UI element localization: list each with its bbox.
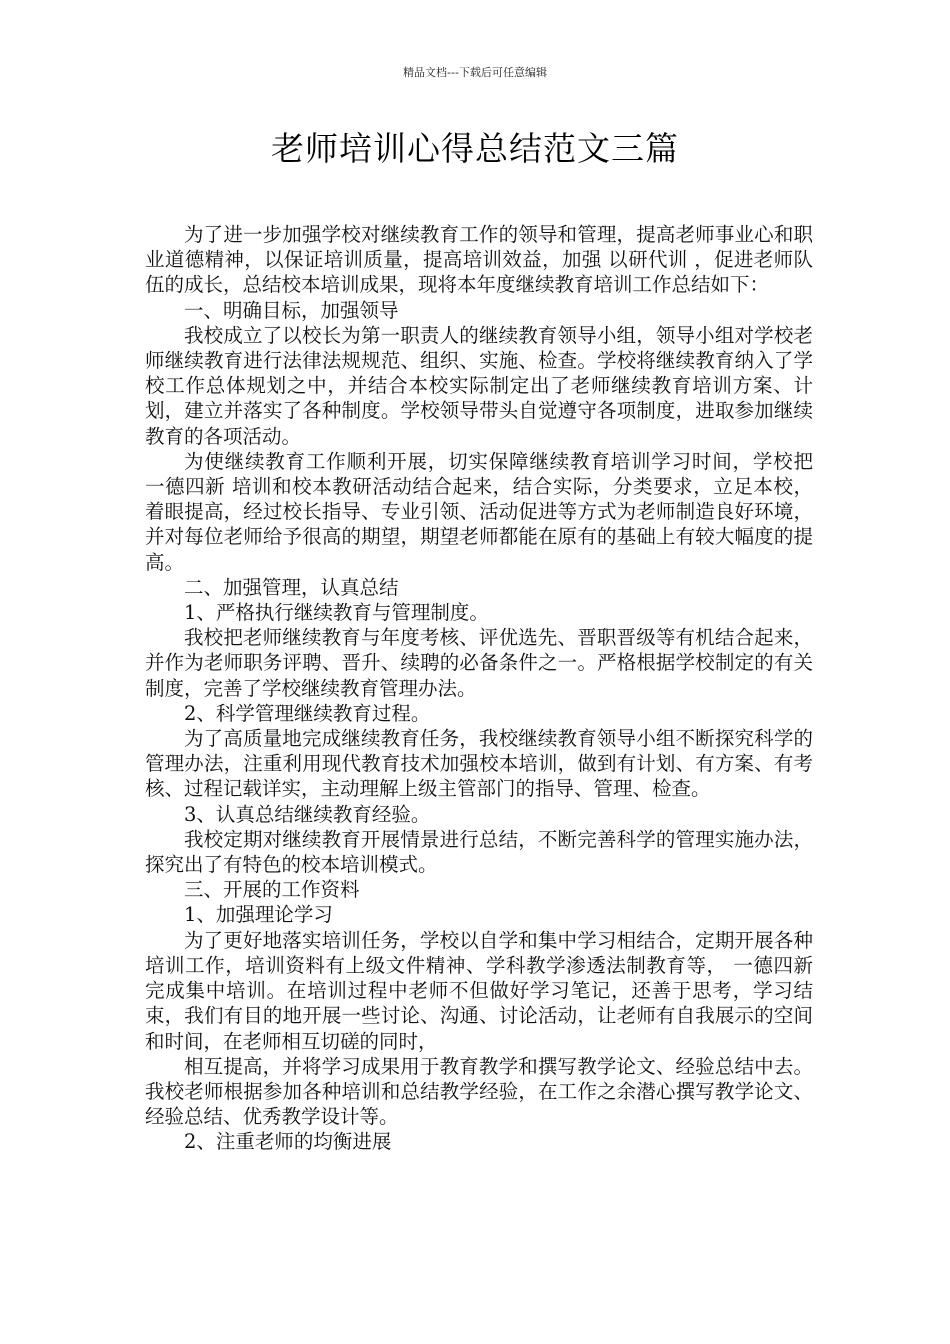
paragraph: 为使继续教育工作顺利开展，切实保障继续教育培训学习时间，学校把 一德四新 培训和校本教研活动结合起来，结合实际，分类要求，立足本校，着眼提高，经过校长指导、专业引领、活动促进等方式为老师制造良好环境，并对每位老师给予很高的期望，期望老师都能在原有的基础上有较大幅度的提高。 <box>145 449 813 574</box>
paragraph-intro: 为了进一步加强学校对继续教育工作的领导和管理，提高老师事业心和职业道德精神，以保证培训质量，提高培训效益，加强 以研代训 ，促进老师队伍的成长，总结校本培训成果，现将本年度继续教育培训工作总结如下： <box>145 223 813 297</box>
paragraph: 为了高质量地完成继续教育任务，我校继续教育领导小组不断探究科学的管理办法，注重利用现代教育技术加强校本培训，做到有计划、有方案、有考核、过程记载详实，主动理解上级主管部门的指导、管理、检查。 <box>145 727 813 801</box>
subsection-heading: 2、科学管理继续教育过程。 <box>184 701 431 725</box>
paragraph: 我校定期对继续教育开展情景进行总结，不断完善科学的管理实施办法，探究出了有特色的校本培训模式。 <box>145 827 813 877</box>
paragraph: 相互提高，并将学习成果用于教育教学和撰写教学论文、经验总结中去。我校老师根据参加各种培训和总结教学经验，在工作之余潜心撰写教学论文、经验总结、优秀教学设计等。 <box>145 1054 813 1129</box>
section-heading-3: 三、开展的工作资料 <box>184 878 360 902</box>
subsection-heading: 3、认真总结继续教育经验。 <box>184 802 431 826</box>
document-title: 老师培训心得总结范文三篇 <box>271 129 679 168</box>
document-body <box>145 222 813 1155</box>
subsection-heading: 2、注重老师的均衡进展 <box>184 1130 392 1154</box>
subsection-heading: 1、加强理论学习 <box>184 903 333 927</box>
section-heading-2: 二、加强管理，认真总结 <box>184 575 399 599</box>
paragraph: 我校把老师继续教育与年度考核、评优选先、晋职晋级等有机结合起来，并作为老师职务评聘、晋升、续聘的必备条件之一。严格根据学校制定的有关制度，完善了学校继续教育管理办法。 <box>145 626 813 700</box>
header-note: 精品文档---下载后可任意编辑 <box>403 66 547 79</box>
subsection-heading: 1、严格执行继续教育与管理制度。 <box>184 601 489 625</box>
section-heading-1: 一、明确目标，加强领导 <box>184 298 399 322</box>
paragraph: 我校成立了以校长为第一职责人的继续教育领导小组，领导小组对学校老师继续教育进行法律法规规范、组织、实施、检查。学校将继续教育纳入了学校工作总体规划之中，并结合本校实际制定出了老师继续教育培训方案、计划，建立并落实了各种制度。学校领导带头自觉遵守各项制度，进取参加继续教育的各项活动。 <box>145 323 813 448</box>
paragraph: 为了更好地落实培训任务，学校以自学和集中学习相结合，定期开展各种培训工作，培训资料有上级文件精神、学科教学渗透法制教育等， 一德四新 完成集中培训。在培训过程中老师不但做好学习笔记，还善于思考，学习结束，我们有目的地开展一些讨论、沟通、讨论活动，让老师有自我展示的空间和时间，在老师相互切磋的同时， <box>145 928 813 1053</box>
